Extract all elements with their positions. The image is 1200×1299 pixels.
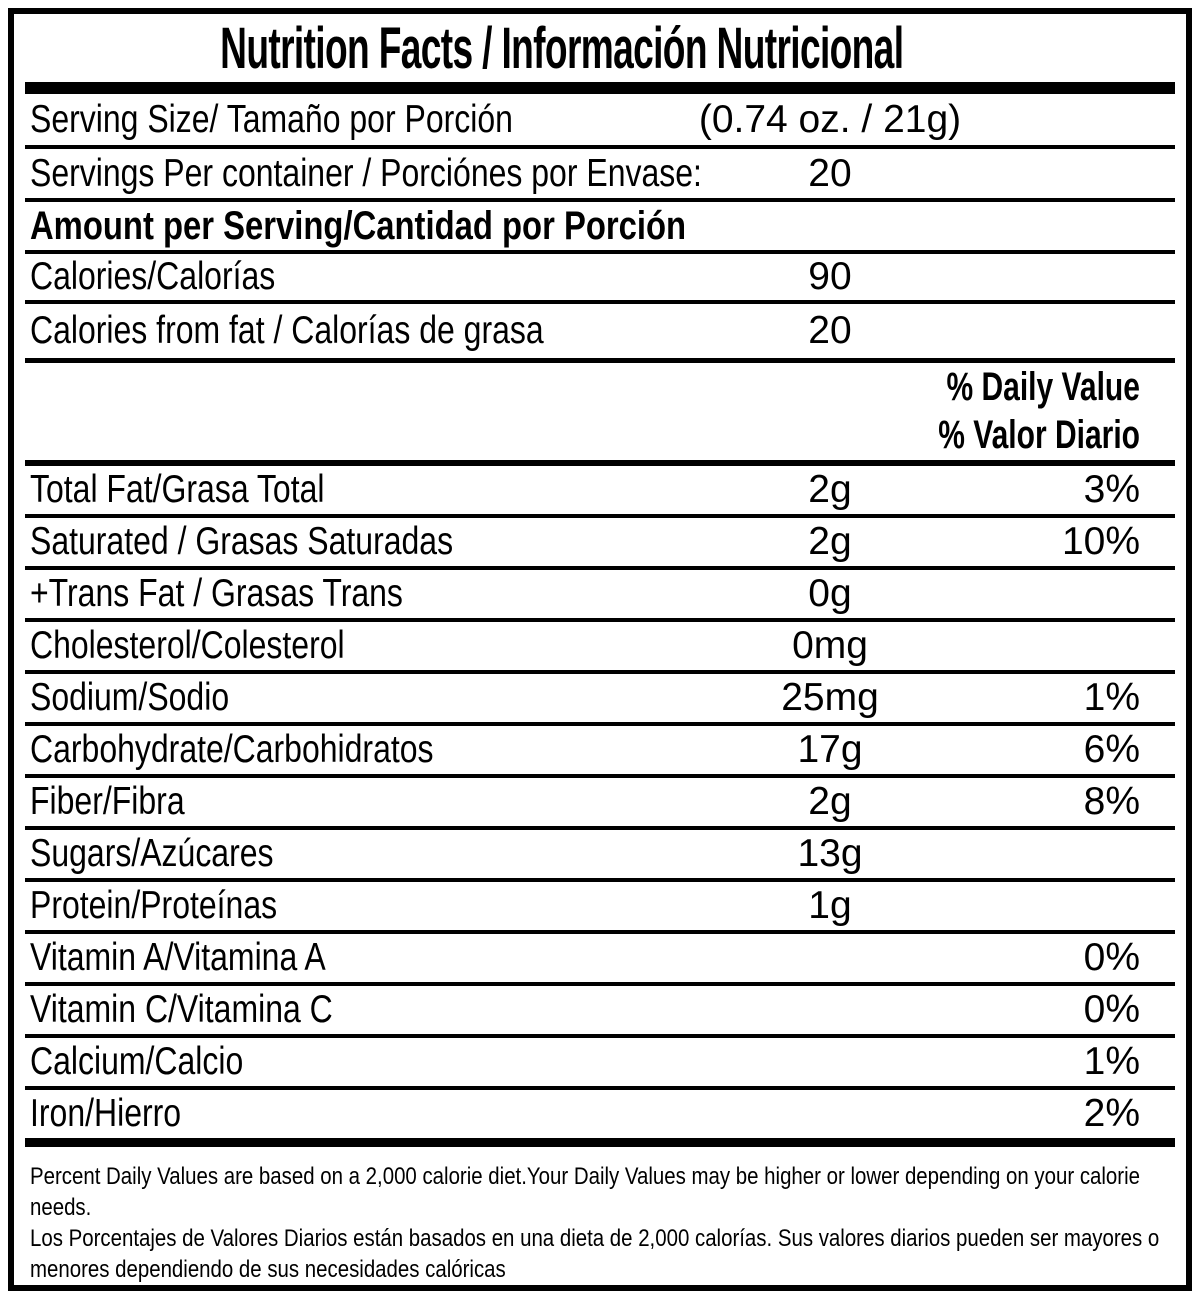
nutrient-label: Calcium/Calcio <box>30 1040 244 1083</box>
nutrient-row-calcium <box>25 1038 1175 1090</box>
nutrient-label: Sugars/Azúcares <box>30 832 274 875</box>
nutrient-daily-value: 6% <box>1083 728 1140 771</box>
nutrient-label: Vitamin A/Vitamina A <box>30 936 326 979</box>
nutrient-daily-value: 0% <box>1083 936 1140 979</box>
nutrient-row-carbohydrate <box>25 726 1175 778</box>
calories-row <box>25 254 1175 304</box>
nutrient-daily-value: 3% <box>1083 468 1140 511</box>
daily-value-header <box>25 363 1175 466</box>
nutrient-row-fiber <box>25 778 1175 830</box>
nutrient-amount: 2g <box>808 468 852 511</box>
daily-value-header-spanish: % Valor Diario <box>938 412 1140 457</box>
calories-from-fat-label: Calories from fat / Calorías de grasa <box>30 309 544 352</box>
nutrient-amount: 2g <box>808 780 852 823</box>
nutrient-amount: 25mg <box>781 676 879 719</box>
amount-per-serving-header-row <box>25 202 1175 254</box>
nutrient-label: Protein/Proteínas <box>30 884 278 927</box>
nutrient-row-sodium <box>25 674 1175 726</box>
nutrient-label: +Trans Fat / Grasas Trans <box>30 572 403 615</box>
calories-value: 90 <box>808 255 852 298</box>
nutrient-amount: 1g <box>808 884 852 927</box>
nutrient-label: Vitamin C/Vitamina C <box>30 988 333 1031</box>
nutrient-daily-value: 2% <box>1083 1092 1140 1135</box>
nutrient-row-cholesterol <box>25 622 1175 674</box>
calories-label: Calories/Calorías <box>30 255 276 298</box>
amount-per-serving-header: Amount per Serving/Cantidad por Porción <box>30 203 687 248</box>
label-header <box>25 14 1175 82</box>
nutrient-row-iron <box>25 1090 1175 1147</box>
nutrient-amount: 17g <box>797 728 863 771</box>
nutrient-row-protein <box>25 882 1175 934</box>
servings-per-container-label: Servings Per container / Porciónes por Envase: <box>30 151 702 195</box>
nutrient-row-vitamin-c <box>25 986 1175 1038</box>
calories-from-fat-row <box>25 304 1175 363</box>
nutrient-amount: 2g <box>808 520 852 563</box>
nutrient-daily-value: 1% <box>1083 676 1140 719</box>
nutrient-label: Iron/Hierro <box>30 1092 182 1135</box>
nutrient-label: Cholesterol/Colesterol <box>30 624 345 667</box>
nutrient-amount: 13g <box>797 832 863 875</box>
nutrient-row-sugars <box>25 830 1175 882</box>
serving-size-row <box>25 94 1175 149</box>
footnote <box>25 1147 1175 1285</box>
nutrient-row-saturated-fat <box>25 518 1175 570</box>
daily-value-header-english: % Daily Value <box>946 365 1140 410</box>
nutrient-amount: 0g <box>808 572 852 615</box>
nutrient-daily-value: 1% <box>1083 1040 1140 1083</box>
nutrient-label: Saturated / Grasas Saturadas <box>30 520 454 563</box>
title-separator-bar <box>25 82 1175 94</box>
nutrient-label: Sodium/Sodio <box>30 676 230 719</box>
page-title: Nutrition Facts / Información Nutricional <box>220 15 904 81</box>
nutrient-label: Total Fat/Grasa Total <box>30 468 325 511</box>
nutrient-daily-value: 10% <box>1061 520 1140 563</box>
nutrient-daily-value: 0% <box>1083 988 1140 1031</box>
nutrient-label: Carbohydrate/Carbohidratos <box>30 728 434 771</box>
nutrient-row-vitamin-a <box>25 934 1175 986</box>
calories-from-fat-value: 20 <box>808 309 852 352</box>
nutrient-row-total-fat <box>25 466 1175 518</box>
nutrient-label: Fiber/Fibra <box>30 780 185 823</box>
serving-size-label: Serving Size/ Tamaño por Porción <box>30 97 513 141</box>
nutrient-daily-value: 8% <box>1083 780 1140 823</box>
nutrition-label <box>8 8 1192 1291</box>
footnote-english: Percent Daily Values are based on a 2,000 calorie diet.Your Daily Values may be higher or lower depending on your calorie needs. <box>30 1163 1140 1221</box>
footnote-spanish: Los Porcentajes de Valores Diarios están basados en una dieta de 2,000 calorías. Sus valores diarios pueden ser mayores o menores dependiendo de sus necesidades calóricas <box>30 1225 1160 1283</box>
nutrient-row-trans-fat <box>25 570 1175 622</box>
servings-per-container-row <box>25 149 1175 202</box>
nutrient-amount: 0mg <box>792 624 868 667</box>
serving-size-value: (0.74 oz. / 21g) <box>698 97 962 141</box>
servings-per-container-value: 20 <box>808 151 852 195</box>
